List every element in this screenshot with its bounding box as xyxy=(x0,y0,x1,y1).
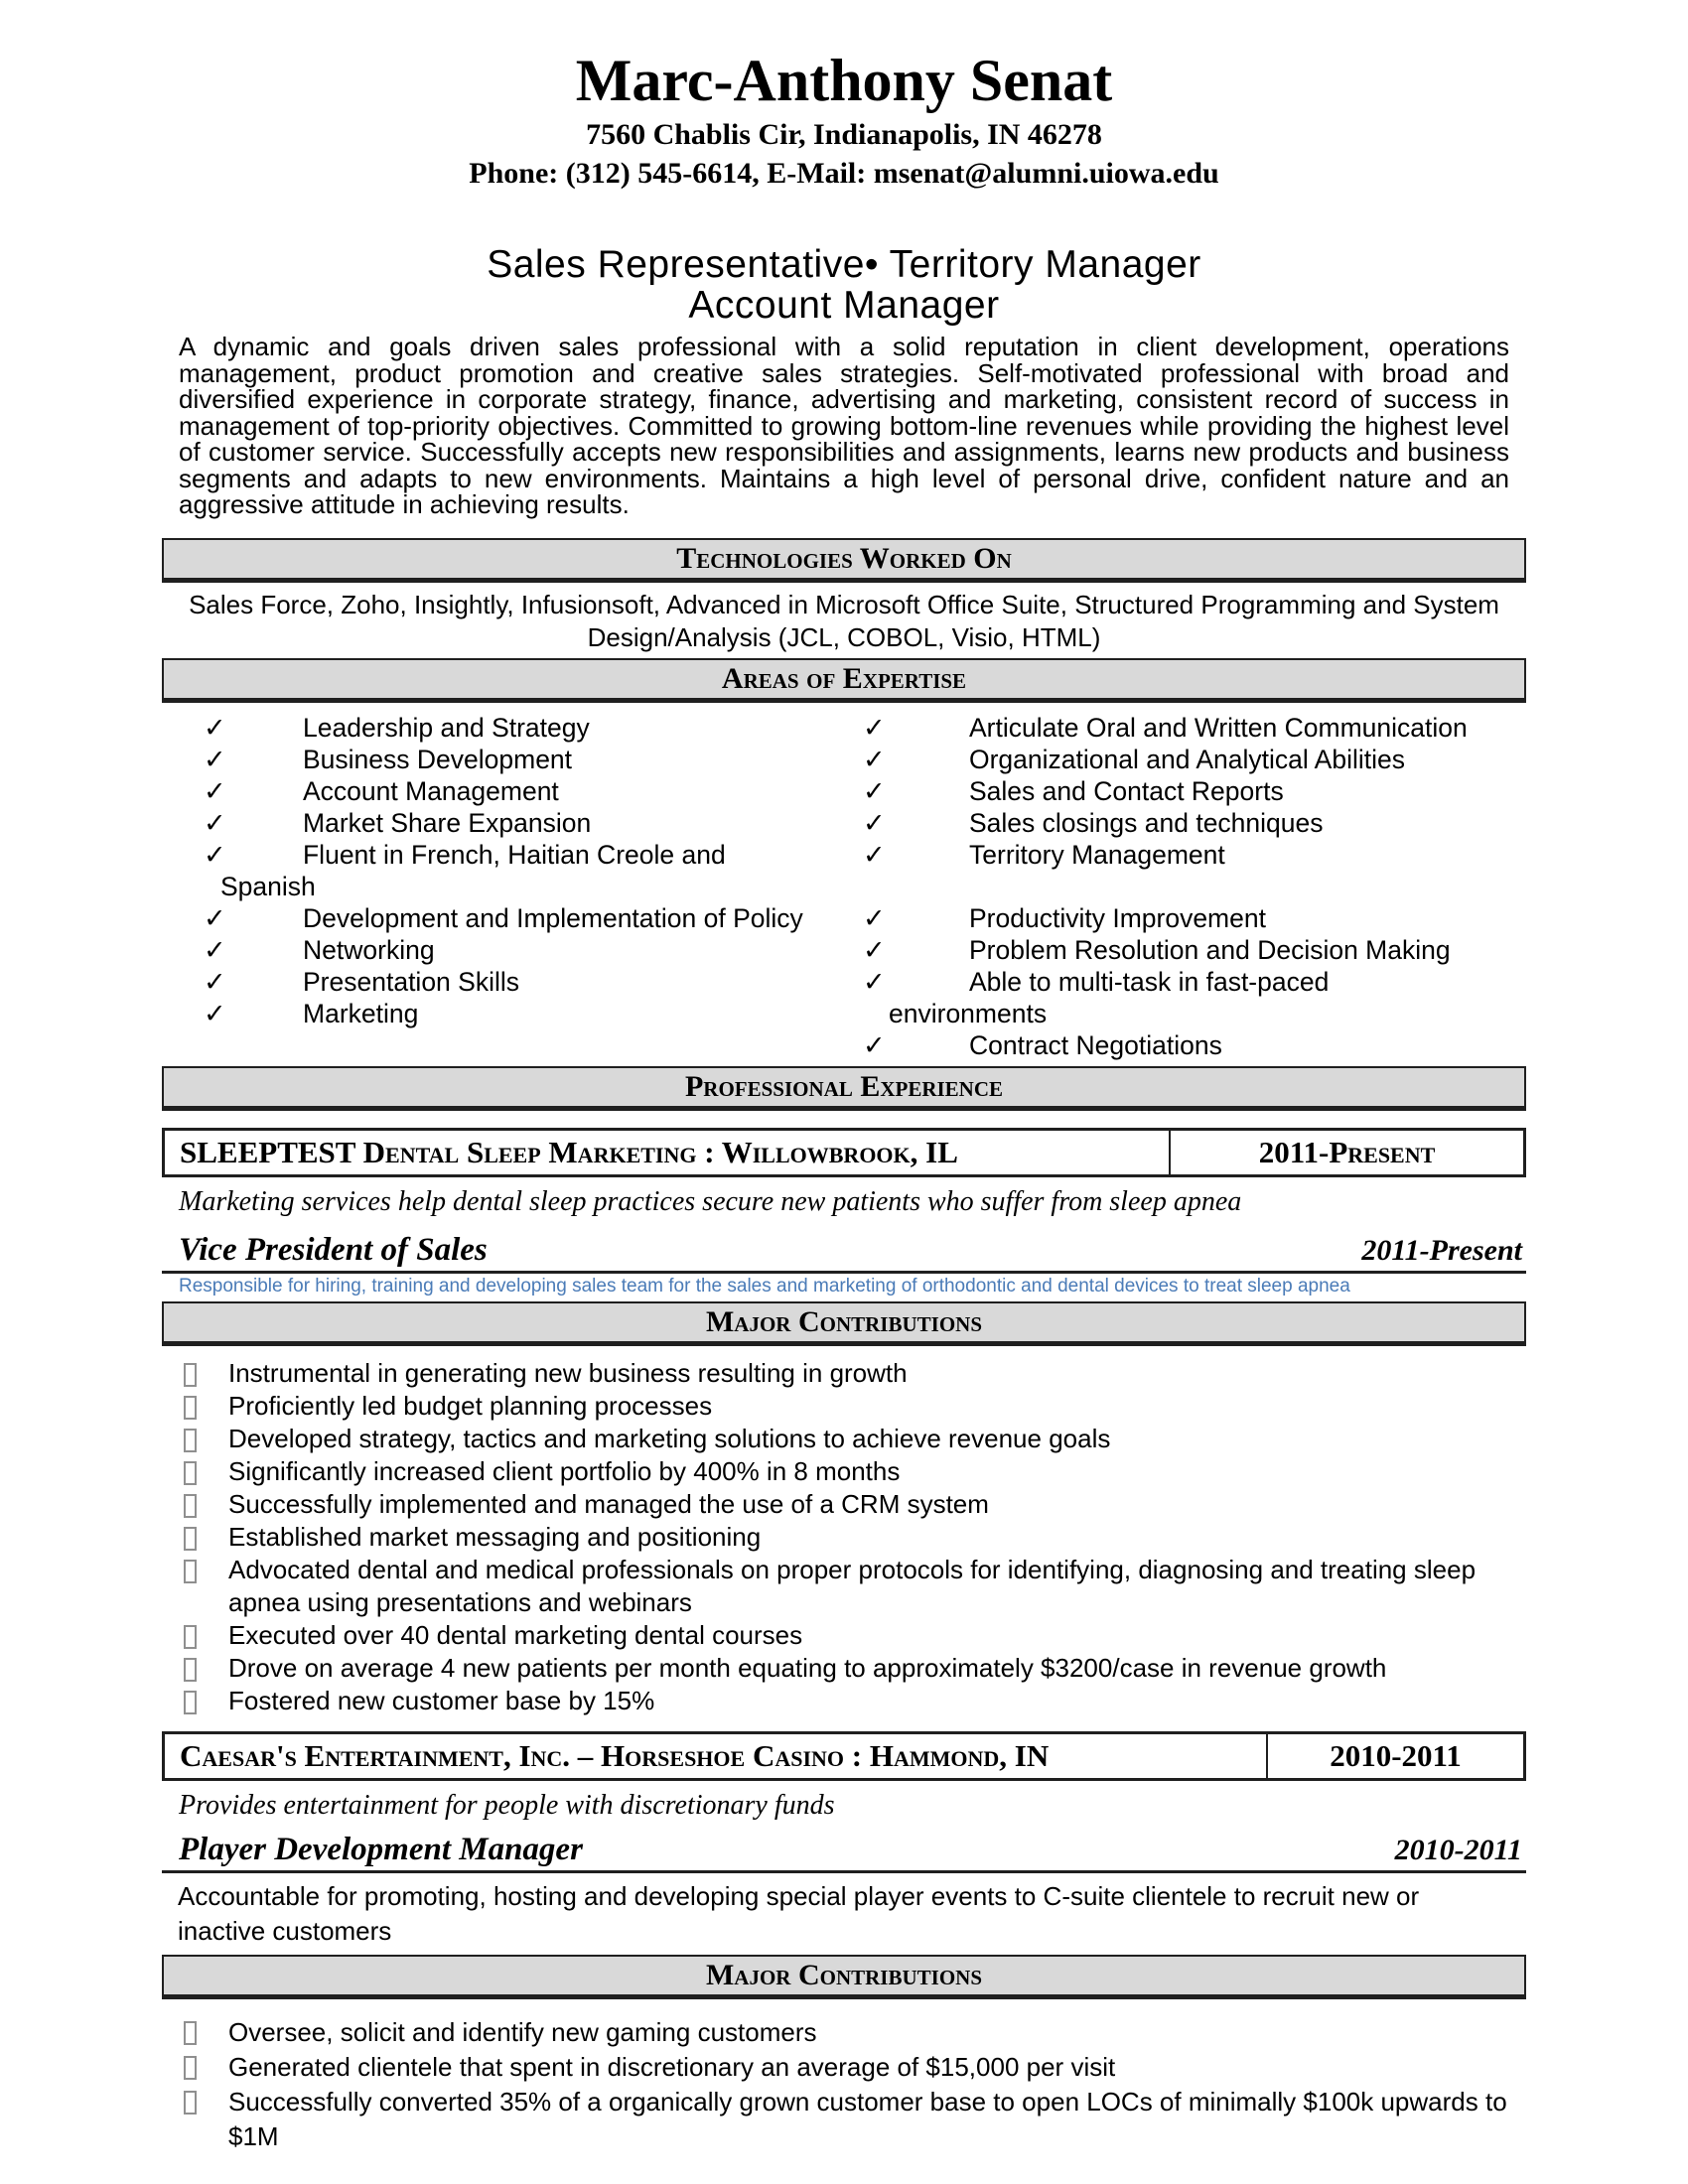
bullet-text: Successfully implemented and managed the use of a CRM system xyxy=(228,1488,989,1519)
missing-glyph-bullet-icon xyxy=(184,1461,197,1485)
expertise-item-label: Development and Implementation of Policy xyxy=(303,902,803,933)
checkmark-icon: ✓ xyxy=(204,775,226,806)
missing-glyph-bullet-icon xyxy=(184,1625,197,1649)
checkmark-icon: ✓ xyxy=(863,902,886,933)
expertise-item xyxy=(162,839,817,871)
expertise-item-label: Articulate Oral and Written Communication xyxy=(969,712,1468,743)
missing-glyph-bullet-icon xyxy=(184,1363,197,1387)
bullet-item xyxy=(162,1685,1526,1717)
expertise-item xyxy=(162,998,817,1029)
bullet-text: Generated clientele that spent in discretionary an average of $15,000 per visit xyxy=(228,2051,1116,2082)
company-tagline: Marketing services help dental sleep practices secure new patients who suffer from sleep apnea xyxy=(179,1185,1242,1217)
role-row xyxy=(162,1831,1526,1873)
bullet-text: Instrumental in generating new business resulting in growth xyxy=(228,1357,908,1388)
bullet-item xyxy=(162,1423,1526,1455)
missing-glyph-bullet-icon xyxy=(184,1494,197,1518)
missing-glyph-bullet-icon xyxy=(184,1527,197,1551)
role-row xyxy=(162,1231,1526,1274)
missing-glyph-bullet-icon xyxy=(184,2021,197,2045)
checkmark-icon: ✓ xyxy=(204,998,226,1028)
checkmark-icon: ✓ xyxy=(863,839,886,870)
company-row xyxy=(162,1731,1526,1781)
expertise-item xyxy=(817,902,1526,934)
checkmark-icon: ✓ xyxy=(863,1029,886,1060)
bullet-item xyxy=(162,1521,1526,1554)
expertise-item xyxy=(162,744,817,775)
expertise-item xyxy=(162,775,817,807)
bullet-item xyxy=(162,2050,1526,2085)
missing-glyph-bullet-icon xyxy=(184,1429,197,1452)
expertise-item-label: Able to multi-task in fast-paced xyxy=(969,966,1330,997)
contributions-list xyxy=(162,1357,1526,1717)
bullet-item xyxy=(162,1652,1526,1685)
role-note: Responsible for hiring, training and developing sales team for the sales and marketing of orthodontic and dental devices to treat sleep apnea xyxy=(179,1275,1350,1297)
expertise-item xyxy=(162,934,817,966)
bullet-text: Significantly increased client portfolio by 400% in 8 months xyxy=(228,1455,901,1486)
expertise-item xyxy=(162,712,817,744)
expertise-item-label: Productivity Improvement xyxy=(969,902,1266,933)
expertise-item-label: Fluent in French, Haitian Creole and xyxy=(303,839,726,870)
expertise-item-label: Territory Management xyxy=(969,839,1225,870)
role-title: Player Development Manager xyxy=(179,1831,583,1867)
missing-glyph-bullet-icon xyxy=(184,1396,197,1420)
expertise-column-left xyxy=(162,712,817,1061)
role-dates: 2010-2011 xyxy=(1394,1833,1522,1866)
company-name: SLEEPTEST Dental Sleep Marketing : Willowbrook, IL xyxy=(165,1131,1171,1174)
expertise-item xyxy=(162,966,817,998)
expertise-item xyxy=(817,839,1526,871)
company-row xyxy=(162,1128,1526,1177)
expertise-item-label: Spanish xyxy=(220,871,316,901)
bullet-item xyxy=(162,1455,1526,1488)
bullet-item xyxy=(162,2085,1526,2154)
checkmark-icon: ✓ xyxy=(863,775,886,806)
bullet-item xyxy=(162,1357,1526,1390)
contact-line: Phone: (312) 545-6614, E-Mail: msenat@alumni.uiowa.edu xyxy=(469,157,1219,190)
bullet-text: Executed over 40 dental marketing dental courses xyxy=(228,1619,803,1650)
missing-glyph-bullet-icon xyxy=(184,1560,197,1583)
checkmark-icon: ✓ xyxy=(204,902,226,933)
expertise-item-label: Presentation Skills xyxy=(303,966,519,997)
bullet-text: Fostered new customer base by 15% xyxy=(228,1685,655,1715)
expertise-column-spacer xyxy=(817,871,1526,902)
checkmark-icon: ✓ xyxy=(863,744,886,774)
headline-title-line-1: Sales Representative• Territory Manager xyxy=(487,243,1201,286)
contributions-list xyxy=(162,2015,1526,2154)
section-heading-experience: Professional Experience xyxy=(162,1066,1526,1111)
candidate-name: Marc-Anthony Senat xyxy=(575,48,1113,113)
headline-titles xyxy=(162,244,1526,326)
bullet-text: Oversee, solicit and identify new gaming customers xyxy=(228,2016,817,2047)
checkmark-icon: ✓ xyxy=(204,934,226,965)
company-tagline: Provides entertainment for people with discretionary funds xyxy=(179,1789,835,1821)
expertise-item xyxy=(162,807,817,839)
missing-glyph-bullet-icon xyxy=(184,1658,197,1682)
expertise-item xyxy=(817,744,1526,775)
bullet-item xyxy=(162,1390,1526,1423)
bullet-item xyxy=(162,1488,1526,1521)
role-title: Vice President of Sales xyxy=(179,1231,488,1268)
checkmark-icon: ✓ xyxy=(863,934,886,965)
expertise-item-continuation xyxy=(162,871,817,902)
expertise-item-label: Problem Resolution and Decision Making xyxy=(969,934,1451,965)
expertise-item-label: Market Share Expansion xyxy=(303,807,592,838)
expertise-item-label: Contract Negotiations xyxy=(969,1029,1222,1060)
bullet-text: Successfully converted 35% of a organically grown customer base to open LOCs of minimally $100k upwards to $1M xyxy=(228,2086,1507,2151)
expertise-item-label: Networking xyxy=(303,934,435,965)
expertise-item xyxy=(162,902,817,934)
checkmark-icon: ✓ xyxy=(863,807,886,838)
missing-glyph-bullet-icon xyxy=(184,2056,197,2080)
expertise-item-label: Marketing xyxy=(303,998,419,1028)
technologies-content: Sales Force, Zoho, Insightly, Infusionsoft, Advanced in Microsoft Office Suite, Structured Programming and System Design/Analysis (JCL, COBOL, Visio, HTML) xyxy=(189,589,1499,652)
expertise-item-label: Organizational and Analytical Abilities xyxy=(969,744,1405,774)
expertise-item-label: Sales and Contact Reports xyxy=(969,775,1284,806)
expertise-column-right xyxy=(817,712,1526,1061)
role-dates: 2011-Present xyxy=(1361,1233,1522,1267)
expertise-item xyxy=(817,1029,1526,1061)
bullet-text: Advocated dental and medical professionals on proper protocols for identifying, diagnosing and treating sleep apnea using presentations and webinars xyxy=(228,1554,1477,1617)
expertise-item-label: Sales closings and techniques xyxy=(969,807,1324,838)
bullet-text: Established market messaging and positioning xyxy=(228,1521,762,1552)
bullet-item xyxy=(162,1554,1526,1619)
bullet-text: Drove on average 4 new patients per month equating to approximately $3200/case in revenue growth xyxy=(228,1652,1387,1683)
checkmark-icon: ✓ xyxy=(204,712,226,743)
expertise-item xyxy=(817,775,1526,807)
bullet-text: Proficiently led budget planning processes xyxy=(228,1390,713,1421)
expertise-item xyxy=(817,712,1526,744)
expertise-item-label: Business Development xyxy=(303,744,573,774)
section-heading-major-contributions: Major Contributions xyxy=(162,1301,1526,1346)
section-heading-technologies: Technologies Worked On xyxy=(162,538,1526,583)
expertise-item xyxy=(817,807,1526,839)
expertise-item xyxy=(817,966,1526,998)
expertise-item-continuation xyxy=(817,998,1526,1029)
headline-title-line-2: Account Manager xyxy=(688,284,1000,327)
company-dates: 2010-2011 xyxy=(1330,1737,1462,1773)
missing-glyph-bullet-icon xyxy=(184,1691,197,1714)
expertise-item-label: Account Management xyxy=(303,775,559,806)
checkmark-icon: ✓ xyxy=(863,966,886,997)
checkmark-icon: ✓ xyxy=(204,966,226,997)
checkmark-icon: ✓ xyxy=(204,839,226,870)
section-heading-expertise: Areas of Expertise xyxy=(162,658,1526,703)
bullet-text: Developed strategy, tactics and marketing solutions to achieve revenue goals xyxy=(228,1423,1111,1453)
checkmark-icon: ✓ xyxy=(863,712,886,743)
bullet-item xyxy=(162,2015,1526,2050)
expertise-columns xyxy=(162,712,1526,1061)
role-description: Accountable for promoting, hosting and developing special player events to C-suite clientele to recruit new or inactive customers xyxy=(178,1880,1420,1946)
summary-paragraph: A dynamic and goals driven sales professional with a solid reputation in client development, operations management, product promotion and creative sales strategies. Self-motivated professional with broad and diversified experience in corporate strategy, finance, advertising and marketing, consistent record of success in management of top-priority objectives. Committed to growing bottom-line revenues while providing the highest level of customer service. Successfully accepts new responsibilities and assignments, learns new products and business segments and adapts to new environments. Maintains a high level of personal drive, confident nature and an aggressive attitude in achieving results. xyxy=(179,332,1509,519)
missing-glyph-bullet-icon xyxy=(184,2091,197,2115)
company-name: Caesar's Entertainment, Inc. – Horseshoe Casino : Hammond, IN xyxy=(165,1734,1268,1778)
checkmark-icon: ✓ xyxy=(204,744,226,774)
checkmark-icon: ✓ xyxy=(204,807,226,838)
company-dates: 2011-Present xyxy=(1258,1134,1436,1169)
expertise-item-label: Leadership and Strategy xyxy=(303,712,590,743)
expertise-item-label: environments xyxy=(889,998,1048,1028)
expertise-item xyxy=(817,934,1526,966)
bullet-item xyxy=(162,1619,1526,1652)
section-heading-major-contributions: Major Contributions xyxy=(162,1955,1526,1999)
address-line: 7560 Chablis Cir, Indianapolis, IN 46278 xyxy=(586,118,1102,151)
